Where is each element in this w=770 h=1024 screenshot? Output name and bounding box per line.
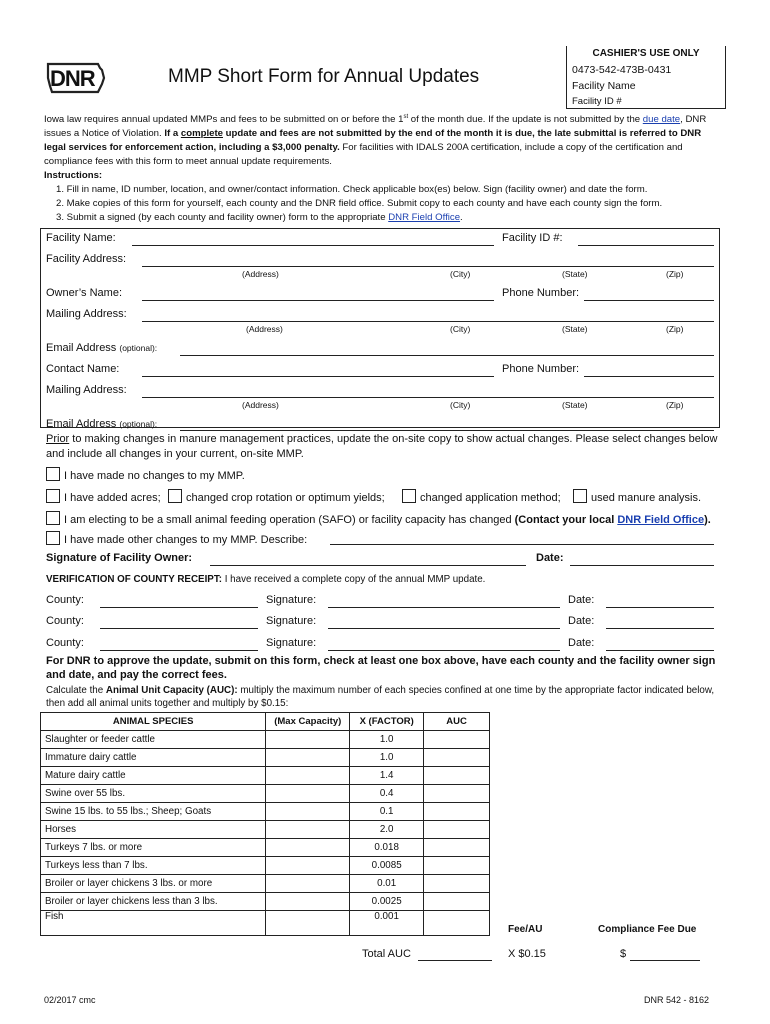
auc-cell[interactable] <box>424 731 490 749</box>
total-auc-input[interactable] <box>418 960 492 961</box>
contact-phone-input[interactable] <box>584 376 714 377</box>
max-capacity-cell[interactable] <box>266 821 350 839</box>
cashier-heading: CASHIER'S USE ONLY <box>592 48 700 59</box>
species-name: Turkeys less than 7 lbs. <box>41 857 266 875</box>
fee-au-label: Fee/AU <box>508 924 543 935</box>
contact-email-label: Email Address (optional): <box>46 418 158 430</box>
safo-dnr-field-office-link[interactable]: DNR Field Office <box>617 514 705 526</box>
owner-signature-input[interactable] <box>210 565 526 566</box>
dollar-sign: $ <box>620 948 627 960</box>
total-auc-label: Total AUC <box>362 948 411 960</box>
species-name: Slaughter or feeder cattle <box>41 731 266 749</box>
species-name: Swine over 55 lbs. <box>41 785 266 803</box>
county-input-2[interactable] <box>100 628 258 629</box>
table-row <box>41 839 490 857</box>
owner-mailing-input[interactable] <box>142 321 714 322</box>
auc-cell[interactable] <box>424 803 490 821</box>
factor-cell: 0.1 <box>350 803 424 821</box>
table-row <box>41 875 490 893</box>
owner-date-input[interactable] <box>570 565 714 566</box>
table-row <box>41 803 490 821</box>
max-capacity-cell[interactable] <box>266 911 350 936</box>
county-date-input-1[interactable] <box>606 607 714 608</box>
species-name: Mature dairy cattle <box>41 767 266 785</box>
factor-cell: 0.0025 <box>350 893 424 911</box>
county-date-input-2[interactable] <box>606 628 714 629</box>
approve-instructions: For DNR to approve the update, submit on this form, check at least one box above, have each county and the facility owner sign and date, and pay the correct fees. <box>46 655 716 681</box>
auc-cell[interactable] <box>424 911 490 936</box>
county-input-1[interactable] <box>100 607 258 608</box>
crop-rotation-option: changed crop rotation or optimum yields; <box>168 489 385 504</box>
contact-name-input[interactable] <box>142 376 494 377</box>
auc-cell[interactable] <box>424 821 490 839</box>
footer-date: 02/2017 cmc <box>44 995 96 1005</box>
owner-name-label: Owner’s Name: <box>46 287 123 299</box>
compliance-fee-label: Compliance Fee Due <box>598 924 697 935</box>
table-row <box>41 731 490 749</box>
contact-mailing-input[interactable] <box>142 397 714 398</box>
contact-mailing-label: Mailing Address: <box>46 384 127 396</box>
application-method-option: changed application method; <box>402 489 561 504</box>
max-capacity-cell[interactable] <box>266 749 350 767</box>
added-acres-checkbox[interactable] <box>46 489 60 503</box>
species-name: Turkeys 7 lbs. or more <box>41 839 266 857</box>
table-row <box>41 821 490 839</box>
max-capacity-cell[interactable] <box>266 839 350 857</box>
safo-option: I am electing to be a small animal feeding operation (SAFO) or facility capacity has changed (Contact your local DNR Field Office). <box>46 511 711 526</box>
contact-phone-label: Phone Number: <box>502 363 580 375</box>
other-changes-option: I have made other changes to my MMP. Describe: <box>46 531 307 546</box>
manure-analysis-option: used manure analysis. <box>573 489 701 504</box>
animal-species-table <box>40 712 490 936</box>
factor-cell: 0.001 <box>350 911 424 936</box>
factor-cell: 1.4 <box>350 767 424 785</box>
other-changes-checkbox[interactable] <box>46 531 60 545</box>
max-capacity-cell[interactable] <box>266 731 350 749</box>
page-title: MMP Short Form for Annual Updates <box>168 66 480 87</box>
manure-analysis-checkbox[interactable] <box>573 489 587 503</box>
factor-cell: 0.4 <box>350 785 424 803</box>
cashier-facility-id: Facility ID # <box>572 96 622 107</box>
factor-cell: 1.0 <box>350 731 424 749</box>
table-row <box>41 749 490 767</box>
instructions-heading: Instructions: <box>44 170 103 182</box>
auc-cell[interactable] <box>424 767 490 785</box>
table-row <box>41 857 490 875</box>
added-acres-option: I have added acres; <box>46 489 161 504</box>
species-name: Broiler or layer chickens 3 lbs. or more <box>41 875 266 893</box>
facility-address-label: Facility Address: <box>46 253 127 265</box>
auc-cell[interactable] <box>424 875 490 893</box>
no-changes-option: I have made no changes to my MMP. <box>46 467 245 482</box>
facility-name-input[interactable] <box>132 245 494 246</box>
factor-cell: 2.0 <box>350 821 424 839</box>
logo-text: DNR <box>50 66 95 91</box>
county-date-input-3[interactable] <box>606 650 714 651</box>
cashier-box <box>566 46 726 109</box>
max-capacity-cell[interactable] <box>266 875 350 893</box>
max-capacity-cell[interactable] <box>266 767 350 785</box>
auc-cell[interactable] <box>424 893 490 911</box>
max-capacity-cell[interactable] <box>266 893 350 911</box>
county-signature-input-2[interactable] <box>328 628 560 629</box>
compliance-fee-input[interactable] <box>630 960 700 961</box>
species-name: Fish <box>41 911 266 936</box>
cashier-doc-number: 0473-542-473B-0431 <box>572 64 672 76</box>
table-header-row: ANIMAL SPECIES (Max Capacity) X (FACTOR) AUC <box>41 713 490 731</box>
crop-rotation-checkbox[interactable] <box>168 489 182 503</box>
species-name: Swine 15 lbs. to 55 lbs.; Sheep; Goats <box>41 803 266 821</box>
auc-instructions: Calculate the Animal Unit Capacity (AUC): multiply the maximum number of each species confined at one time by the appropriate factor indicated below, then add all animal units together and multiply by $0.15: <box>46 685 715 709</box>
county-input-3[interactable] <box>100 650 258 651</box>
facility-id-label: Facility ID #: <box>502 232 563 244</box>
intro-text: Iowa law requires annual updated MMPs and fees to be submitted on or before the 1st of the month due. If the update is not submitted by the due date, DNR issues a Notice of Violation. If a complete update and fees are not submitted by the end of the month it is due, the late submittal is referred to DNR legal services for enforcement action, including a $3,000 penalty. For facilities with IDALS 200A certification, include a copy of the certification and compliance fees with this form to meet annual update requirements. Instructions: 1. Fill in name, ID number, location, and owner/contact information. Check applicable box(es) below. Sign (facility owner) and date the form. 2. Make copies of this form for yourself, each county and the DNR field office. Submit copy to each county and have each county sign the form. 3. Submit a signed (by each county and facility owner) form to the appropriate DNR Field Office. <box>44 110 724 225</box>
fee-au-value: X $0.15 <box>508 948 546 960</box>
facility-id-input[interactable] <box>578 245 714 246</box>
max-capacity-cell[interactable] <box>266 785 350 803</box>
facility-info-box <box>40 228 720 428</box>
auc-cell[interactable] <box>424 857 490 875</box>
facility-name-label: Facility Name: <box>46 232 116 244</box>
safo-checkbox[interactable] <box>46 511 60 525</box>
application-method-checkbox[interactable] <box>402 489 416 503</box>
step-2: 2. Make copies of this form for yourself, each county and the DNR field office. Submit copy to each county and have each county sign the form. <box>56 198 663 210</box>
species-name: Immature dairy cattle <box>41 749 266 767</box>
auc-cell[interactable] <box>424 785 490 803</box>
county-signature-input-1[interactable] <box>328 607 560 608</box>
table-row <box>41 785 490 803</box>
table-row <box>41 767 490 785</box>
due-date-link[interactable]: due date <box>642 114 681 126</box>
species-name: Horses <box>41 821 266 839</box>
county-signature-input-3[interactable] <box>328 650 560 651</box>
owner-name-input[interactable] <box>142 300 494 301</box>
table-row <box>41 911 490 936</box>
verification-text: VERIFICATION OF COUNTY RECEIPT: I have received a complete copy of the annual MMP update. <box>46 574 486 585</box>
owner-phone-input[interactable] <box>584 300 714 301</box>
other-changes-input[interactable] <box>330 544 714 545</box>
owner-email-label: Email Address (optional): <box>46 342 158 354</box>
dnr-logo <box>44 58 108 98</box>
factor-cell: 0.018 <box>350 839 424 857</box>
owner-email-input[interactable] <box>180 355 714 356</box>
owner-mailing-label: Mailing Address: <box>46 308 127 320</box>
factor-cell: 1.0 <box>350 749 424 767</box>
owner-date-label: Date: <box>536 552 564 564</box>
cashier-facility-name: Facility Name <box>572 80 636 92</box>
table-row <box>41 893 490 911</box>
dnr-field-office-link[interactable]: DNR Field Office <box>388 212 461 224</box>
factor-cell: 0.0085 <box>350 857 424 875</box>
max-capacity-cell[interactable] <box>266 803 350 821</box>
no-changes-checkbox[interactable] <box>46 467 60 481</box>
species-name: Broiler or layer chickens less than 3 lbs. <box>41 893 266 911</box>
facility-address-input[interactable] <box>142 266 714 267</box>
step-1: 1. Fill in name, ID number, location, and owner/contact information. Check applicable box(es) below. Sign (facility owner) and date the form. <box>56 184 648 196</box>
owner-signature-label: Signature of Facility Owner: <box>46 552 193 564</box>
auc-cell[interactable] <box>424 839 490 857</box>
max-capacity-cell[interactable] <box>266 857 350 875</box>
auc-cell[interactable] <box>424 749 490 767</box>
factor-cell: 0.01 <box>350 875 424 893</box>
contact-email-input[interactable] <box>180 430 714 431</box>
footer-form-number: DNR 542 - 8162 <box>644 995 710 1005</box>
owner-phone-label: Phone Number: <box>502 287 580 299</box>
prior-changes-text: Prior to making changes in manure management practices, update the on-site copy to show actual changes. Please select changes below and include all changes in your current, on-site MMP. <box>46 433 718 460</box>
contact-name-label: Contact Name: <box>46 363 120 375</box>
